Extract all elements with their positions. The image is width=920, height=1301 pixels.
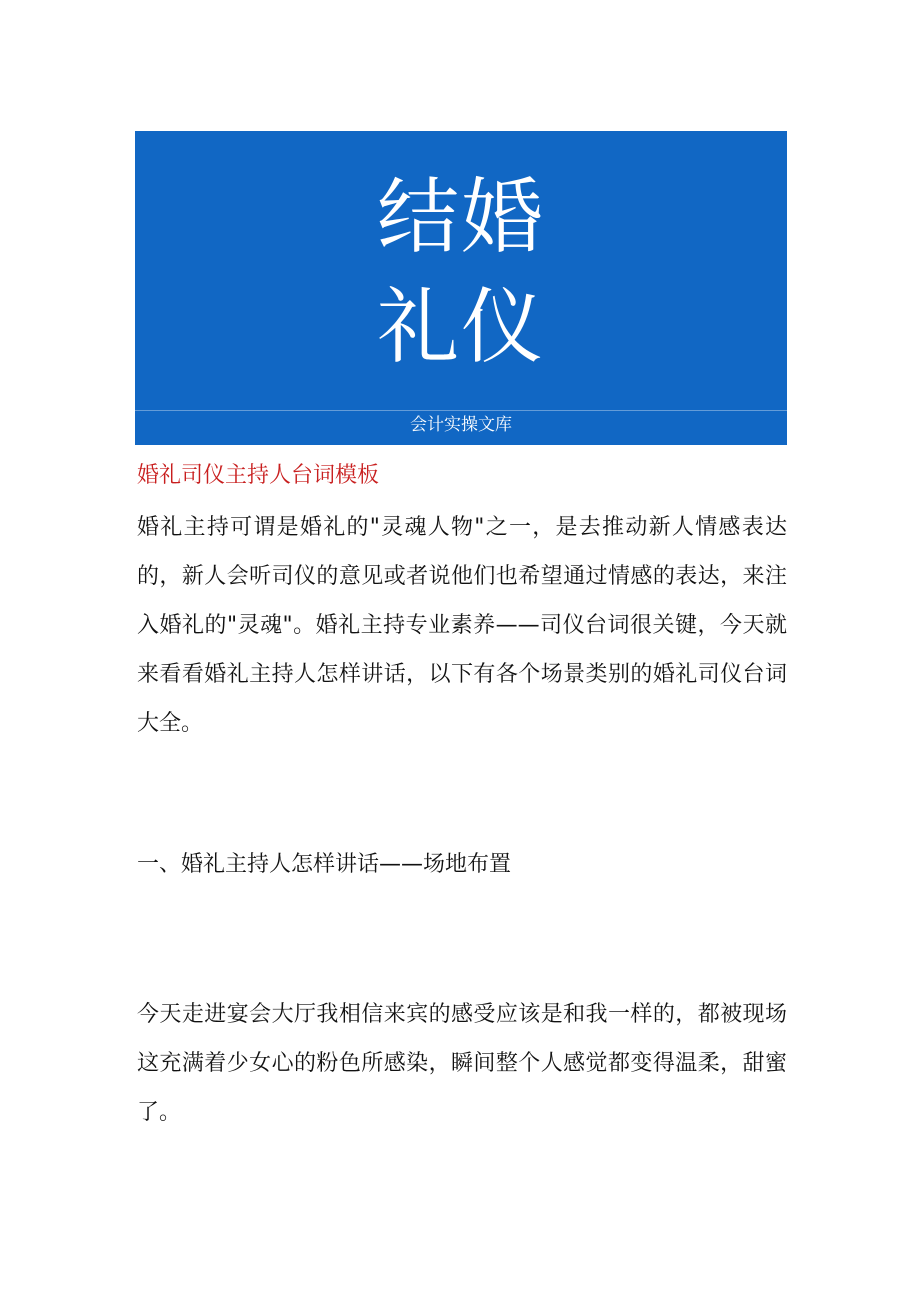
section-heading: 一、婚礼主持人怎样讲话——场地布置 [137,852,512,877]
cover-title-line2: 礼仪 [376,280,545,375]
intro-paragraph: 婚礼主持可谓是婚礼的"灵魂人物"之一，是去推动新人情感表达的，新人会听司仪的意见或者说他们也希望通过情感的表达，来注入婚礼的"灵魂"。婚礼主持专业素养——司仪台词很关键，今天就来看看婚礼主持人怎样讲话，以下有各个场景类别的婚礼司仪台词大全。 [137,515,787,736]
cover-title-line1: 结婚 [376,170,545,265]
document-title: 婚礼司仪主持人台词模板 [137,463,380,488]
cover-banner [135,131,787,445]
cover-divider [135,410,787,411]
section-paragraph: 今天走进宴会大厅我相信来宾的感受应该是和我一样的，都被现场这充满着少女心的粉色所感染，瞬间整个人感觉都变得温柔，甜蜜了。 [137,1002,787,1125]
cover-footer-label: 会计实操文库 [410,415,512,435]
